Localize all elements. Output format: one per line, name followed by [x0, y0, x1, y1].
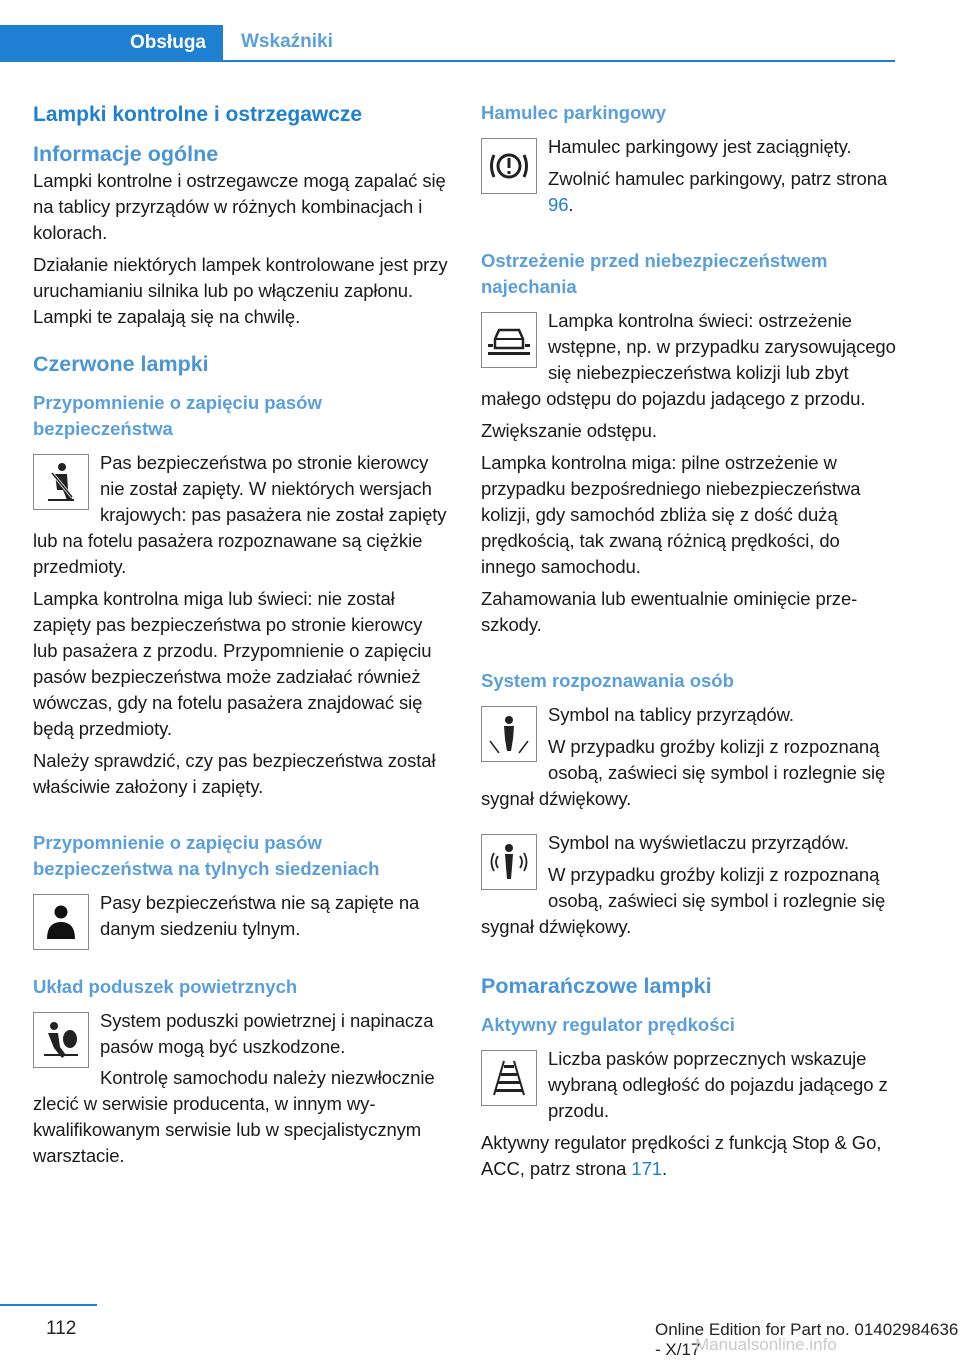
page-link-171[interactable]: 171	[631, 1158, 662, 1179]
rear-seatbelt-warning	[33, 890, 448, 950]
parking-brake-icon	[481, 138, 537, 194]
paragraph: Należy sprawdzić, czy pas bezpieczeństwa został właściwie założony i zapięty.	[33, 750, 436, 797]
paragraph: Działanie niektórych lampek kontrolowane jest przy uruchamianiu silnika lub po włączeniu zapłonu. Lampki te zapalają się na chwilę.	[33, 254, 448, 327]
parking-brake-ref: Zwolnić hamulec parkingowy, patrz strona 96.	[548, 168, 888, 215]
seatbelt-icon	[33, 454, 89, 510]
item-heading: System rozpoznawania osób	[481, 670, 734, 691]
page-link-96[interactable]: 96	[548, 194, 569, 215]
item-heading: Aktywny regulator prędkości	[481, 1014, 735, 1035]
rear-seat-occupant-icon	[33, 894, 89, 950]
collision-text: Lampka kontrolna świeci: ostrzeżenie wstępne, np. w przypadku zarysowującego się niebezpieczeństwa kolizji lub zbyt małego odstępu do pojazdu jadącego z przodu.	[481, 310, 896, 409]
paragraph: Lampki kontrolne i ostrzegawcze mogą zapalać się na tablicy przyrządów w różnych kombinacjach i kolorach.	[33, 170, 446, 243]
airbag-text: System poduszki powietrznej i napinacza pasów mogą być uszkodzone.	[100, 1010, 434, 1057]
edition-note: Online Edition for Part no. 01402984636 - X/17	[655, 1320, 959, 1359]
person-text: Symbol na wyświetlaczu przyrządów.	[548, 832, 849, 853]
paragraph: Kontrolę samochodu należy niezwłocznie zlecić w serwisie producenta, w innym wykwalifikowanym serwisie lub w specjalistycznym warsztacie.	[33, 1067, 435, 1166]
seatbelt-warning	[33, 450, 448, 580]
header-divider	[0, 60, 895, 62]
person-warning-display	[481, 830, 896, 940]
pedestrian-icon	[481, 706, 537, 762]
car-front-icon	[481, 312, 537, 368]
airbag-warning	[33, 1008, 448, 1065]
person-text: W przypadku groźby kolizji z rozpoznaną osobą, zaświeci się symbol i rozlegnie się sygnał dźwiękowy.	[481, 864, 886, 937]
collision-warning	[481, 308, 896, 412]
acc-indicator	[481, 1046, 896, 1124]
acc-text: Liczba pasków poprzecznych wskazuje wybraną odległość do pojazdu jadącego z przodu.	[548, 1048, 888, 1121]
acc-distance-icon	[481, 1050, 537, 1106]
item-heading: Hamulec parkingowy	[481, 102, 667, 123]
tab-wskazniki[interactable]: Wskaźniki	[241, 31, 333, 52]
right-column	[481, 100, 896, 1188]
subsection-heading: Czerwone lampki	[33, 352, 209, 376]
item-heading: Przypomnienie o zapięciu pasów bezpieczeństwa na tylnych siedzeniach	[33, 832, 380, 879]
paragraph: Zwiększanie odstępu.	[481, 420, 657, 441]
person-text: Symbol na tablicy przyrządów.	[548, 704, 794, 725]
page-number: 112	[46, 1318, 77, 1339]
airbag-icon	[33, 1012, 89, 1068]
footer-divider	[0, 1304, 97, 1306]
section-heading: Lampki kontrolne i ostrzegawcze	[33, 103, 363, 126]
rear-seatbelt-text: Pasy bezpieczeństwa nie są zapięte na danym siedzeniu tylnym.	[100, 892, 420, 939]
person-text: W przypadku groźby kolizji z rozpoznaną osobą, zaświeci się symbol i rozlegnie się sygnał dźwiękowy.	[481, 736, 886, 809]
paragraph: Zahamowania lub ewentualnie ominięcie przeszkody.	[481, 588, 858, 635]
subsection-heading: Pomarańczowe lampki	[481, 974, 712, 998]
person-warning-cluster	[481, 702, 896, 812]
paragraph: Lampka kontrolna miga lub świeci: nie został zapięty pas bezpieczeństwa po stronie kierowcy lub pasażera z przodu. Przypomnienie o zapięciu pasów bezpieczeństwa może zadziałać również wówczas, gdy na fotelu pasażera znajdować się będą przedmioty.	[33, 588, 432, 739]
pedestrian-sound-icon	[481, 834, 537, 890]
watermark: Manualsonline.info	[695, 1335, 837, 1354]
acc-ref: Aktywny regulator prędkości z funkcją Stop & Go, ACC, patrz strona 171.	[481, 1132, 882, 1179]
item-heading: Przypomnienie o zapięciu pasów bezpieczeństwa	[33, 392, 322, 439]
seatbelt-text: Pas bezpieczeństwa po stronie kierowcy nie został zapięty. W niektórych wersjach krajowych: pas pasażera nie został zapięty lub na fotelu pasażera rozpoznawane są ciężkie przedmioty.	[33, 452, 447, 577]
item-heading: Układ poduszek powietrznych	[33, 976, 298, 997]
section-tabs	[0, 25, 895, 62]
subsection-heading: Informacje ogólne	[33, 142, 219, 166]
parking-brake-text: Hamulec parkingowy jest zaciągnięty.	[548, 136, 852, 157]
item-heading: Ostrzeżenie przed niebezpieczeństwem najechania	[481, 250, 828, 297]
parking-brake-warning	[481, 134, 896, 224]
paragraph: Lampka kontrolna miga: pilne ostrzeżenie w przypadku bezpośredniego niebezpieczeństwa kolizji, gdy samochód zbliża się z dość dużą prędkością, tak zwaną różnicą prędkości, do innego samochodu.	[481, 452, 861, 577]
left-column	[33, 100, 448, 1175]
tab-obsluga[interactable]: Obsługa	[0, 25, 223, 60]
